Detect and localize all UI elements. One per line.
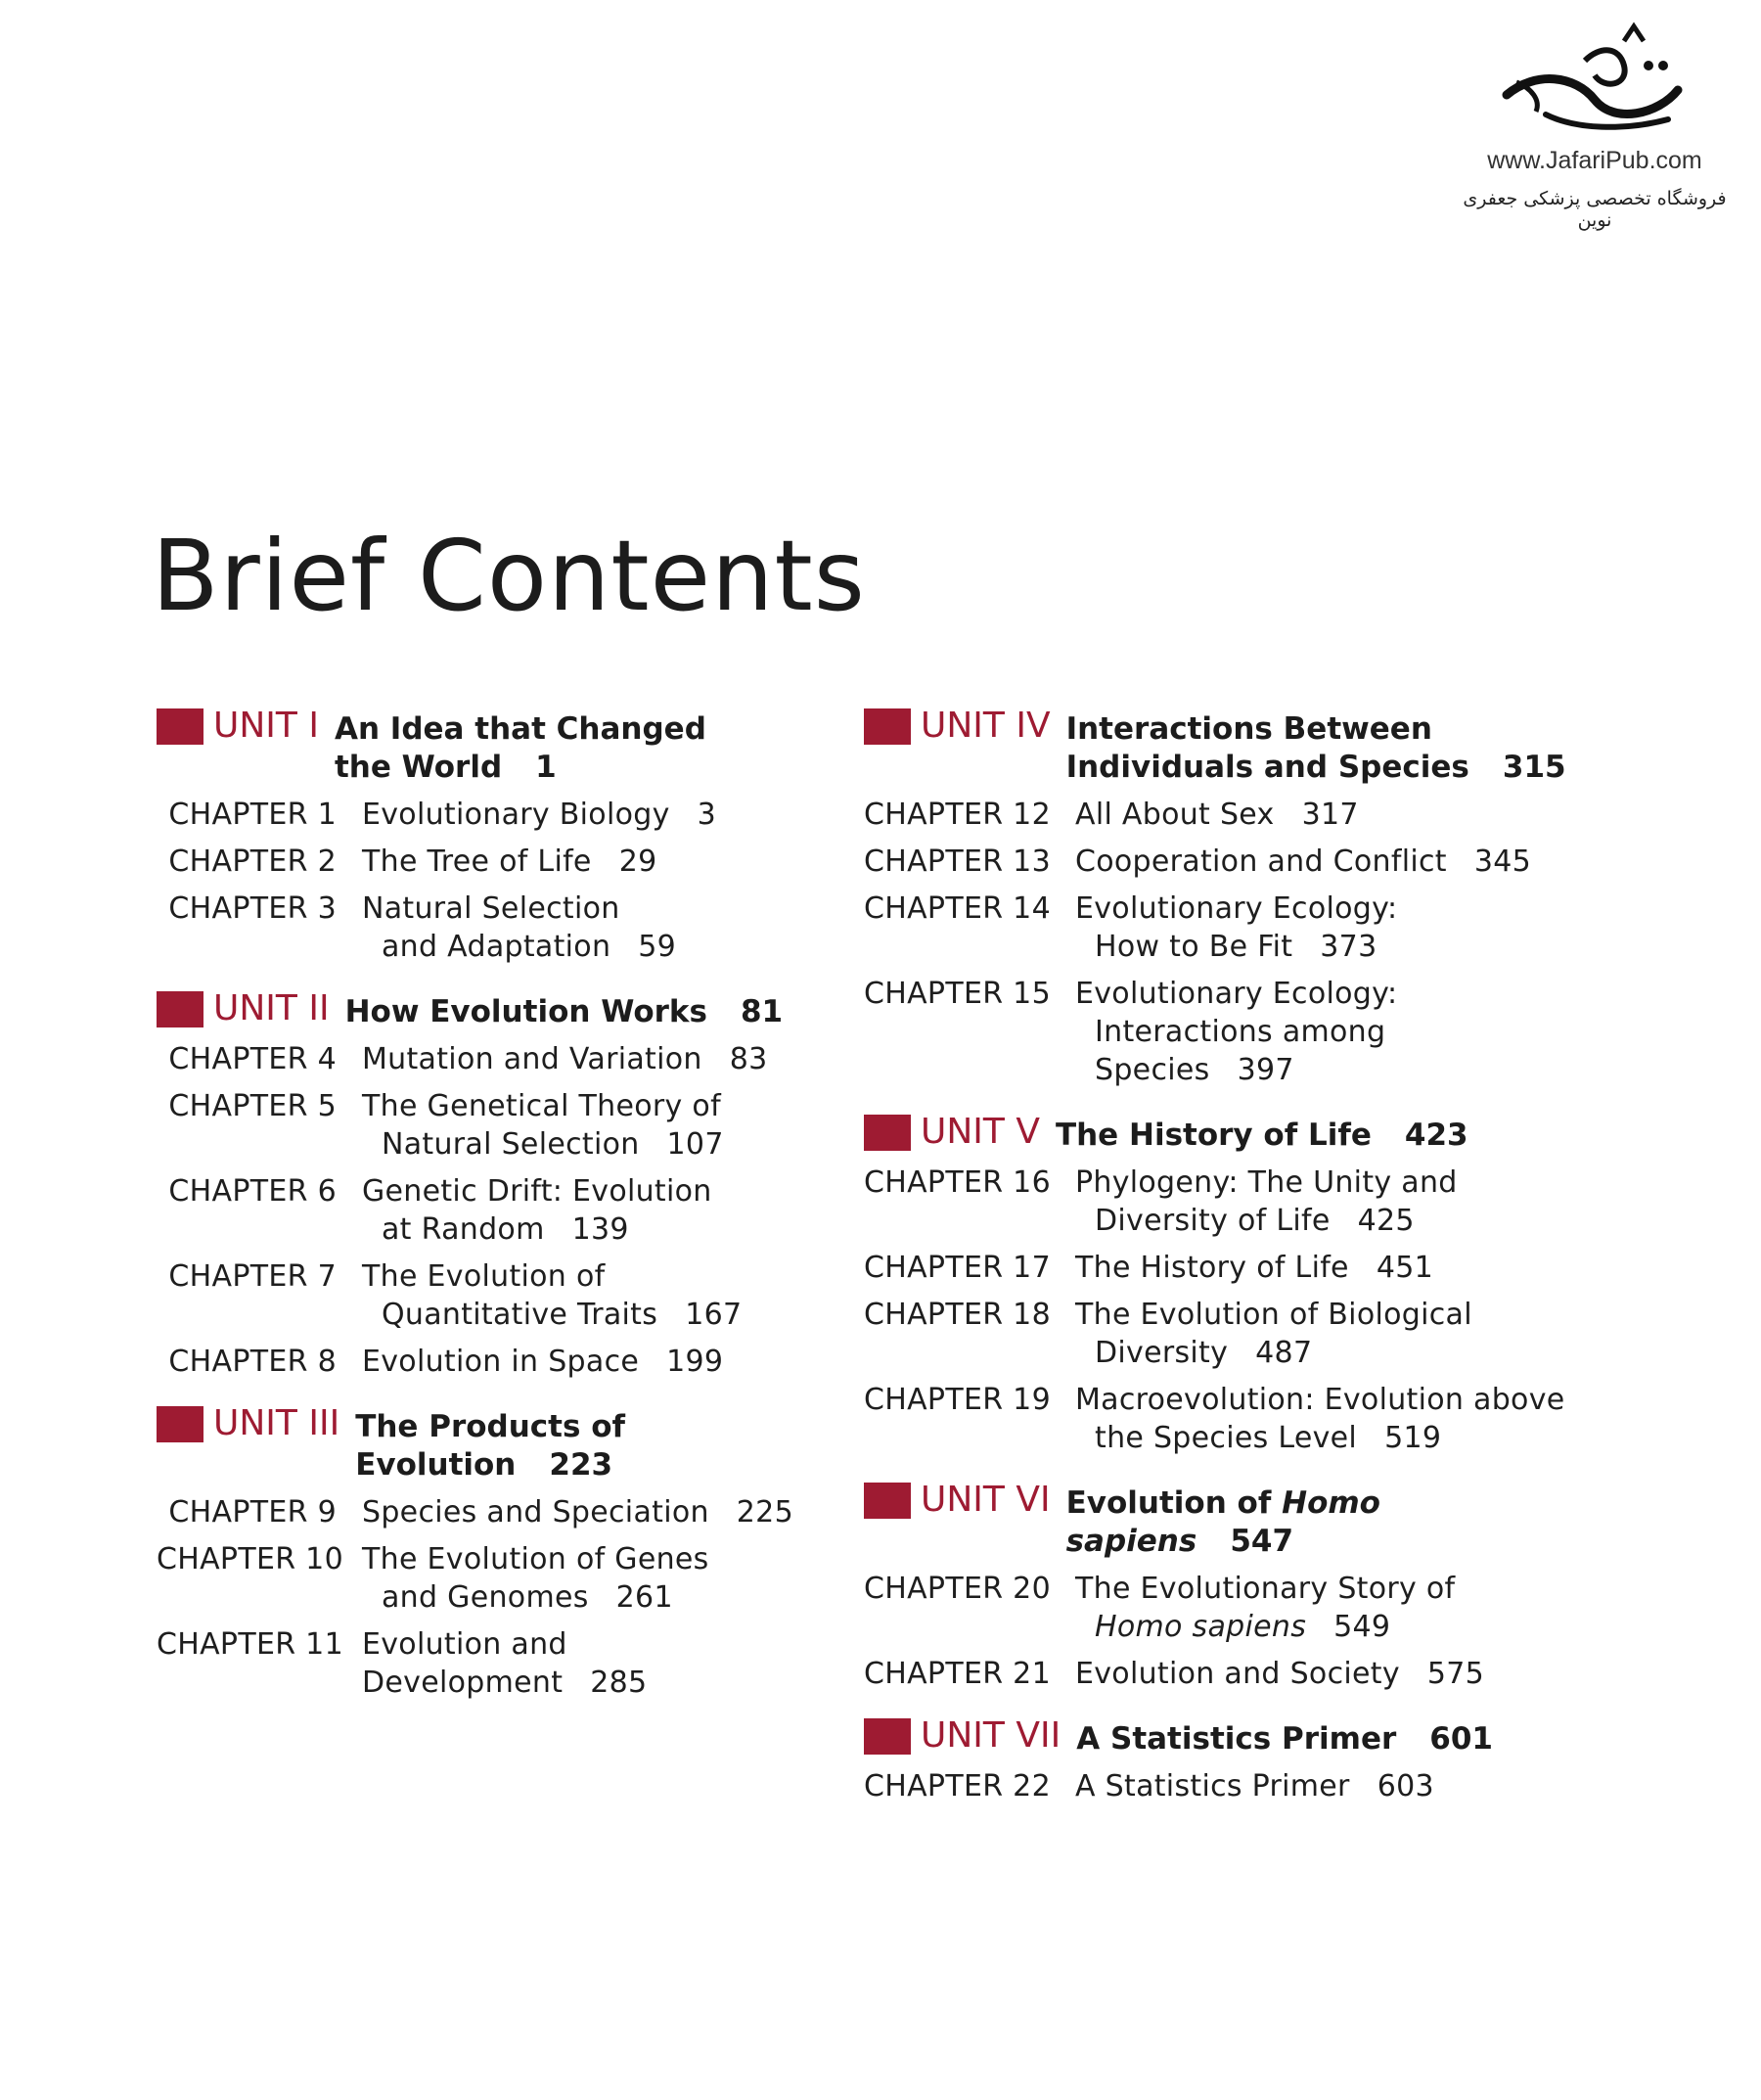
chapter-page-number: 603 [1377,1769,1434,1803]
chapter-title [1075,890,1397,966]
chapter-label: CHAPTER 11 [157,1627,343,1662]
chapter-entry[interactable] [864,1249,1568,1287]
unit-label: UNIT IV [921,706,1051,746]
unit-marker-square [157,991,203,1027]
chapter-title-line: Evolution in Space 199 [362,1345,724,1379]
chapter-page-number: 199 [666,1345,724,1379]
chapter-label: CHAPTER 5 [168,1089,337,1123]
unit-page-number: 81 [740,994,784,1029]
unit-page-number: 1 [535,750,557,785]
chapter-title [362,1257,742,1334]
unit-section [864,1714,1568,1805]
unit-section [157,705,841,966]
chapter-title [362,1625,841,1702]
unit-page-number: 547 [1230,1524,1294,1559]
unit-title-line: The History of Life [1055,1118,1372,1153]
chapter-label: CHAPTER 1 [168,798,337,832]
unit-marker-square [864,708,911,745]
chapter-entry[interactable] [157,1343,841,1381]
chapter-entry[interactable] [157,1540,841,1617]
chapter-page-number: 261 [615,1580,673,1615]
chapter-title-line: The Evolution of [362,1259,606,1294]
unit-title [335,705,706,787]
unit-label: UNIT III [213,1403,340,1443]
contents-column-right [864,705,1568,1805]
chapter-title [1075,975,1397,1089]
chapter-label: CHAPTER 9 [168,1495,337,1529]
chapter-title [362,1343,723,1381]
chapter-title-line: The Evolution of Biological [1075,1298,1472,1332]
chapter-label: CHAPTER 16 [864,1165,1051,1200]
chapter-page-number: 29 [618,845,657,879]
chapter-page-number: 59 [638,930,677,964]
unit-title-line: A Statistics Primer [1076,1721,1397,1757]
chapter-label: CHAPTER 22 [864,1769,1051,1803]
unit-section [157,1402,841,1702]
unit-title-line: The Products of Evolution [355,1409,626,1483]
chapter-entry[interactable] [864,1655,1568,1693]
chapter-title-line: Macroevolution: Evolution above [1075,1383,1565,1417]
chapter-title [362,1040,768,1078]
italic-species-name: Homo sapiens [1095,1610,1307,1644]
chapter-title-line: Natural Selection [362,891,620,926]
chapter-title-line: Evolutionary Biology 3 [362,798,717,832]
chapter-label: CHAPTER 15 [864,977,1051,1011]
unit-heading[interactable] [157,1402,841,1484]
chapter-title-line: and Genomes 261 [382,1580,673,1615]
chapter-title-line: Species and Speciation 225 [362,1495,793,1529]
unit-title [1056,1111,1468,1155]
chapter-title [362,796,716,834]
unit-section [864,1479,1568,1693]
unit-section [864,1111,1568,1457]
unit-page-number: 223 [549,1447,613,1483]
chapter-page-number: 345 [1473,845,1532,879]
unit-label: UNIT II [213,988,330,1028]
chapter-title-line: A Statistics Primer 603 [1075,1769,1434,1803]
unit-title [1076,1714,1493,1758]
chapter-title-line: Mutation and Variation 83 [362,1042,768,1076]
chapter-entry[interactable] [864,1164,1568,1240]
chapter-title-line: The Evolution of Genes [362,1542,709,1576]
chapter-title-line: Interactions among [1095,1015,1386,1049]
chapter-page-number: 397 [1237,1053,1294,1087]
unit-heading[interactable] [864,705,1568,787]
chapter-entry[interactable] [157,1257,841,1334]
unit-title [345,987,784,1031]
chapter-label: CHAPTER 8 [168,1345,337,1379]
chapter-title-line: Evolution and Society 575 [1075,1657,1485,1691]
unit-heading[interactable] [864,1111,1568,1155]
unit-label: UNIT VII [921,1715,1061,1756]
chapter-entry[interactable] [864,843,1568,881]
unit-section [864,705,1568,1089]
chapter-title-line: The Evolutionary Story of [1075,1572,1456,1606]
chapter-page-number: 549 [1333,1610,1391,1644]
unit-title-line: the World [334,750,503,785]
chapter-page-number: 451 [1376,1251,1433,1285]
unit-title-line: How Evolution Works [344,994,707,1029]
chapter-page-number: 575 [1426,1657,1485,1691]
chapter-title-line: Species 397 [1095,1053,1294,1087]
chapter-page-number: 519 [1384,1421,1442,1455]
unit-title [1066,1479,1568,1561]
italic-species-name: Homo sapiens [1065,1485,1380,1559]
unit-page-number: 601 [1429,1721,1493,1757]
chapter-entry[interactable] [864,1767,1568,1805]
chapter-label: CHAPTER 2 [168,845,337,879]
unit-title-line: Evolution of Homo sapiens [1065,1485,1380,1559]
chapter-title [1075,1164,1458,1240]
chapter-title-line: All About Sex 317 [1075,798,1359,832]
chapter-title-line: The Tree of Life 29 [362,845,657,879]
chapter-label: CHAPTER 10 [157,1542,343,1576]
page-title: Brief Contents [152,519,866,633]
chapter-title [1075,796,1359,834]
chapter-label: CHAPTER 21 [864,1657,1051,1691]
chapter-title [362,890,676,966]
chapter-entry[interactable] [157,843,841,881]
chapter-label: CHAPTER 19 [864,1383,1051,1417]
unit-label: UNIT VI [921,1480,1051,1520]
chapter-title [362,843,656,881]
chapter-page-number: 487 [1255,1336,1313,1370]
unit-heading[interactable] [157,705,841,787]
chapter-entry[interactable] [157,1493,841,1531]
chapter-label: CHAPTER 3 [168,891,337,926]
chapter-entry[interactable] [864,796,1568,834]
publisher-logo [1448,22,1741,231]
chapter-title [362,1540,709,1617]
chapter-entry[interactable] [157,1625,841,1702]
chapter-title-line: at Random 139 [382,1212,629,1247]
chapter-page-number: 373 [1320,930,1377,964]
chapter-page-number: 83 [729,1042,768,1076]
chapter-entry[interactable] [157,796,841,834]
chapter-title-line: Evolutionary Ecology: [1075,891,1398,926]
chapter-entry[interactable] [864,1296,1568,1372]
chapter-label: CHAPTER 20 [864,1572,1051,1606]
chapter-title [362,1087,724,1164]
chapter-title [362,1172,712,1249]
chapter-title-line [1075,1608,1455,1646]
chapter-title-line: Evolutionary Ecology: [1075,977,1398,1011]
chapter-entry[interactable] [157,1172,841,1249]
chapter-title [1075,1249,1433,1287]
chapter-entry[interactable] [864,890,1568,966]
unit-title [355,1402,841,1484]
unit-marker-square [864,1115,911,1151]
chapter-title [362,1493,793,1531]
chapter-title [1075,1296,1472,1372]
unit-marker-square [157,1406,203,1442]
chapter-title-line: Diversity of Life 425 [1095,1204,1415,1238]
chapter-title [1075,1570,1455,1646]
chapter-title-line: Genetic Drift: Evolution [362,1174,712,1209]
chapter-label: CHAPTER 18 [864,1298,1051,1332]
unit-section [157,987,841,1381]
chapter-entry[interactable] [864,1381,1568,1457]
unit-heading[interactable] [864,1714,1568,1758]
unit-title-line: Individuals and Species [1065,750,1469,785]
unit-marker-square [864,1483,911,1519]
unit-page-number: 315 [1502,750,1566,785]
chapter-title-line: Evolution and Development 285 [362,1627,648,1700]
chapter-title [1075,1767,1434,1805]
chapter-label: CHAPTER 4 [168,1042,337,1076]
chapter-label: CHAPTER 17 [864,1251,1051,1285]
chapter-page-number: 425 [1357,1204,1415,1238]
chapter-label: CHAPTER 13 [864,845,1051,879]
unit-heading[interactable] [864,1479,1568,1561]
unit-title-line: Interactions Between [1065,711,1432,747]
chapter-page-number: 139 [571,1212,629,1247]
chapter-title-line: the Species Level 519 [1095,1421,1442,1455]
chapter-label: CHAPTER 6 [168,1174,337,1209]
chapter-page-number: 285 [590,1666,648,1700]
chapter-entry[interactable] [157,890,841,966]
chapter-title-line: The Genetical Theory of [362,1089,721,1123]
publisher-tagline: فروشگاه تخصصی پزشکی جعفری نوین [1463,188,1727,231]
unit-page-number: 423 [1404,1118,1468,1153]
unit-label: UNIT V [921,1112,1040,1152]
contents-column-left [157,705,841,1702]
chapter-title-line: Phylogeny: The Unity and [1075,1165,1458,1200]
chapter-page-number: 225 [736,1495,793,1529]
chapter-title [1075,843,1531,881]
chapter-entry[interactable] [864,1570,1568,1646]
chapter-title [1075,1381,1565,1457]
unit-title-line: An Idea that Changed [334,711,706,747]
chapter-entry[interactable] [157,1040,841,1078]
chapter-page-number: 107 [666,1127,724,1162]
chapter-title-line: Natural Selection 107 [382,1127,724,1162]
chapter-title-line: How to Be Fit 373 [1095,930,1377,964]
unit-marker-square [157,708,203,745]
chapter-page-number: 317 [1301,798,1359,832]
chapter-label: CHAPTER 14 [864,891,1051,926]
unit-title [1066,705,1566,787]
chapter-page-number: 167 [685,1298,743,1332]
chapter-label: CHAPTER 12 [864,798,1051,832]
chapter-title-line: Quantitative Traits 167 [382,1298,743,1332]
chapter-entry[interactable] [864,975,1568,1089]
unit-label: UNIT I [213,706,319,746]
unit-marker-square [864,1718,911,1755]
chapter-page-number: 3 [697,798,717,832]
publisher-url: www.JafariPub.com [1487,147,1702,174]
calligraphy-logo-icon [1487,22,1702,144]
chapter-title [1075,1655,1484,1693]
unit-heading[interactable] [157,987,841,1031]
chapter-label: CHAPTER 7 [168,1259,337,1294]
chapter-entry[interactable] [157,1087,841,1164]
chapter-title-line: Cooperation and Conflict 345 [1075,845,1532,879]
chapter-title-line: Diversity 487 [1095,1336,1313,1370]
chapter-title-line: and Adaptation 59 [382,930,677,964]
chapter-title-line: The History of Life 451 [1075,1251,1433,1285]
